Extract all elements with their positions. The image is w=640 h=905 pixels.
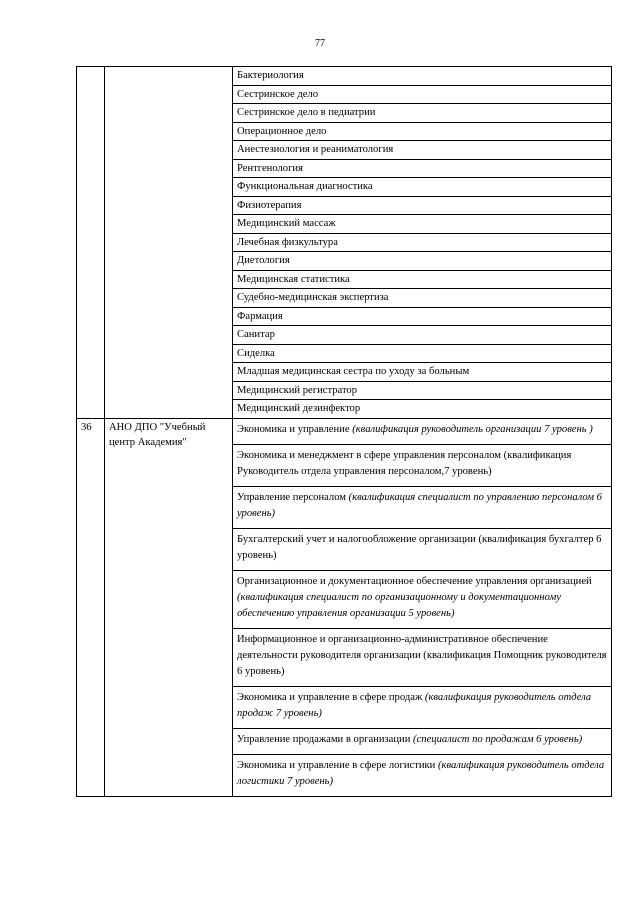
program-cell: Бактериология xyxy=(233,67,612,86)
program-qualification: (квалификация специалист по организационному и документационному обеспечению управления организации 5 уровень) xyxy=(237,591,561,619)
program-cell xyxy=(233,570,612,628)
program-cell: Младшая медицинская сестра по уходу за больным xyxy=(233,363,612,382)
number-cell xyxy=(77,67,105,419)
page-number: 77 xyxy=(315,38,325,49)
program-cell xyxy=(233,728,612,754)
table-row xyxy=(77,67,612,86)
program-qualification: (специалист по продажам 6 уровень) xyxy=(410,733,583,745)
program-qualification: (квалификация специалист по управлению персоналом 6 уровень) xyxy=(237,491,602,519)
program-name: Организационное и документационное обеспечение управления организацией xyxy=(237,575,592,587)
program-name: Управление продажами в организации xyxy=(237,733,411,745)
program-cell xyxy=(233,686,612,728)
program-qualification: (квалификация руководитель отдела логистики 7 уровень) xyxy=(237,759,605,787)
program-cell: Санитар xyxy=(233,326,612,345)
program-cell: Сестринское дело xyxy=(233,85,612,104)
organization-cell: АНО ДПО "Учебный центр Академия" xyxy=(105,418,233,796)
program-cell: Медицинский дезинфектор xyxy=(233,400,612,419)
program-cell: Лечебная физкультура xyxy=(233,233,612,252)
table-row xyxy=(77,418,612,444)
program-cell xyxy=(233,486,612,528)
program-cell: Операционное дело xyxy=(233,122,612,141)
program-name: Бухгалтерский учет и налогообложение организации xyxy=(237,533,476,545)
program-cell: Сиделка xyxy=(233,344,612,363)
program-cell: Рентгенология xyxy=(233,159,612,178)
program-name: Экономика и управление в сфере логистики xyxy=(237,759,436,771)
program-qualification: (квалификация Помощник руководителя 6 уровень) xyxy=(237,649,607,677)
program-name: Экономика и менеджмент в сфере управления персоналом xyxy=(237,449,501,461)
organization-cell xyxy=(105,67,233,419)
program-qualification: (квалификация руководитель отдела продаж 7 уровень) xyxy=(237,691,592,719)
program-cell xyxy=(233,444,612,486)
program-cell: Фармация xyxy=(233,307,612,326)
program-cell xyxy=(233,628,612,686)
program-name: Экономика и управление xyxy=(237,423,353,435)
program-qualification: (квалификация руководитель организации 7 уровень ) xyxy=(352,423,593,435)
program-cell: Анестезиология и реаниматология xyxy=(233,141,612,160)
program-cell: Сестринское дело в педиатрии xyxy=(233,104,612,123)
program-name: Информационное и организационно-административное обеспечение деятельности руководителя организации xyxy=(237,633,548,661)
program-cell: Функциональная диагностика xyxy=(233,178,612,197)
program-cell: Медицинский регистратор xyxy=(233,381,612,400)
program-cell xyxy=(233,418,612,444)
program-cell: Медицинский массаж xyxy=(233,215,612,234)
program-cell: Физиотерапия xyxy=(233,196,612,215)
number-cell: 36 xyxy=(77,418,105,796)
programs-table xyxy=(76,66,612,797)
program-cell xyxy=(233,528,612,570)
program-name: Экономика и управление в сфере продаж xyxy=(237,691,423,703)
program-cell: Судебно-медицинская экспертиза xyxy=(233,289,612,308)
program-cell: Диетология xyxy=(233,252,612,271)
program-cell: Медицинская статистика xyxy=(233,270,612,289)
program-qualification: (квалификация бухгалтер 6 уровень) xyxy=(237,533,602,561)
program-name: Управление персоналом xyxy=(237,491,346,503)
program-cell xyxy=(233,754,612,796)
program-qualification: (квалификация Руководитель отдела управления персоналом,7 уровень) xyxy=(237,449,572,477)
